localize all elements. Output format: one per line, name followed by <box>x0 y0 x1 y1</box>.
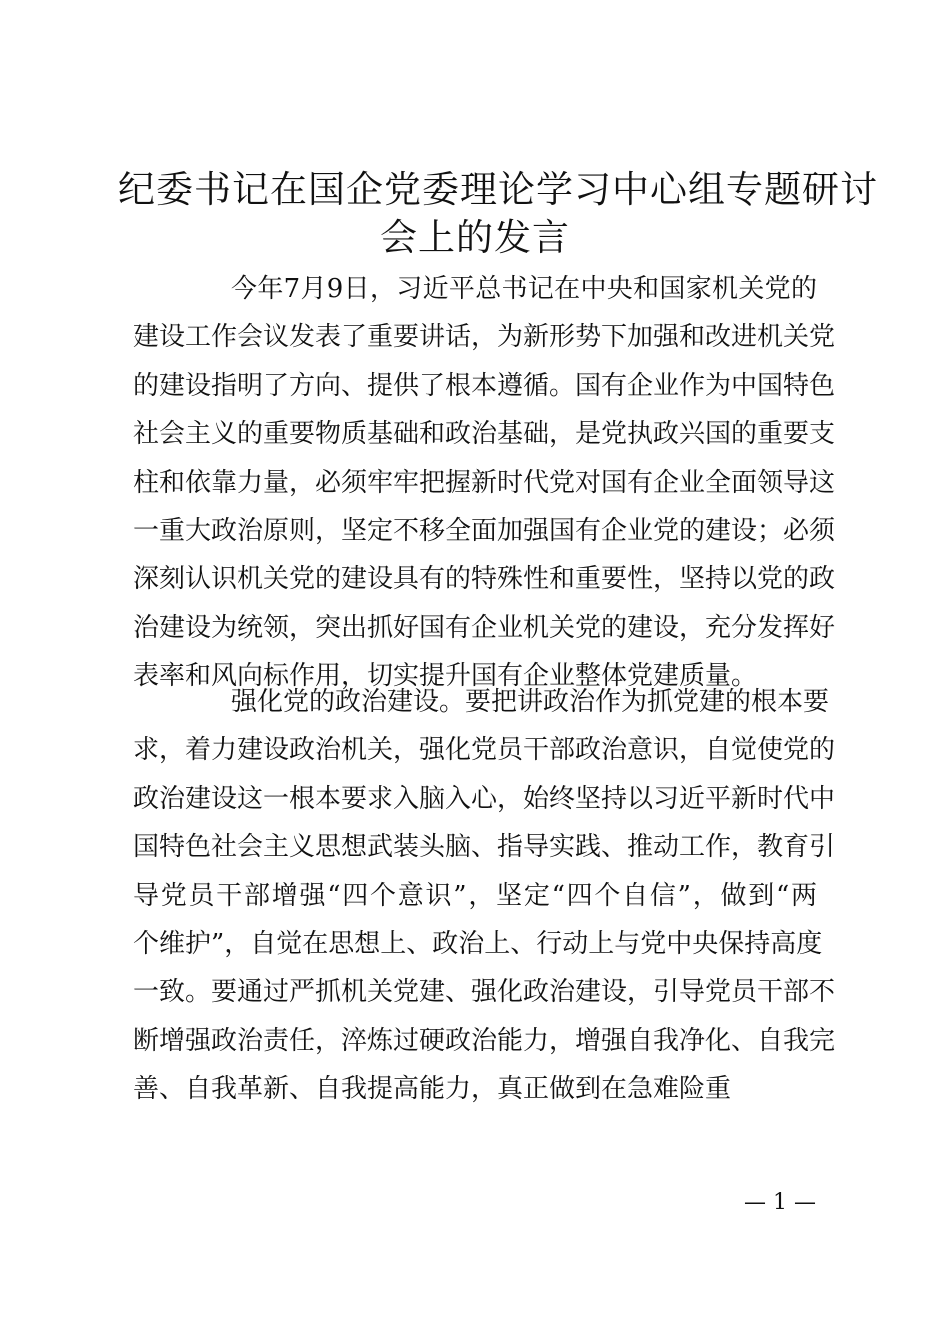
text-line: 政治建设这一根本要求入脑入心，始终坚持以习近平新时代中 <box>133 783 836 814</box>
text-line: 柱和依靠力量，必须牢牢把握新时代党对国有企业全面领导这 <box>133 467 836 498</box>
text-line: 深刻认识机关党的建设具有的特殊性和重要性，坚持以党的政 <box>133 564 836 595</box>
text-line: 社会主义的重要物质基础和政治基础，是党执政兴国的重要支 <box>133 419 836 450</box>
document-title <box>118 166 878 262</box>
title-line: 会上的发言 <box>380 216 570 259</box>
text-line: 今年7月9日，习近平总书记在中央和国家机关党的 <box>231 274 817 304</box>
text-line: 的建设指明了方向、提供了根本遵循。国有企业作为中国特色 <box>133 370 836 401</box>
text-line: 善、自我革新、自我提高能力，真正做到在急难险重 <box>133 1074 732 1105</box>
paragraph-1 <box>133 265 836 701</box>
paragraph-2 <box>133 678 836 1114</box>
text-line: 个维护”，自觉在思想上、政治上、行动上与党中央保持高度 <box>133 928 823 959</box>
text-line: 一重大政治原则，坚定不移全面加强国有企业党的建设；必须 <box>133 515 836 546</box>
text-line: 强化党的政治建设。要把讲政治作为抓党建的根本要 <box>231 687 830 717</box>
text-line: 治建设为统领，突出抓好国有企业机关党的建设，充分发挥好 <box>133 612 836 643</box>
text-line: 求，着力建设政治机关，强化党员干部政治意识，自觉使党的 <box>133 735 836 766</box>
text-line: 建设工作会议发表了重要讲话，为新形势下加强和改进机关党 <box>133 322 836 353</box>
page-number: — 1 — <box>744 1190 816 1215</box>
text-line: 国特色社会主义思想武装头脑、指导实践、推动工作，教育引 <box>133 832 836 863</box>
title-line: 纪委书记在国企党委理论学习中心组专题研讨 <box>118 168 878 211</box>
text-line: 导党员干部增强“四个意识”，坚定“四个自信”，做到“两 <box>133 880 817 911</box>
text-line: 断增强政治责任，淬炼过硬政治能力，增强自我净化、自我完 <box>133 1025 836 1056</box>
text-line: 表率和风向标作用，切实提升国有企业整体党建质量。 <box>133 661 758 692</box>
text-line: 一致。要通过严抓机关党建、强化政治建设，引导党员干部不 <box>133 977 836 1008</box>
